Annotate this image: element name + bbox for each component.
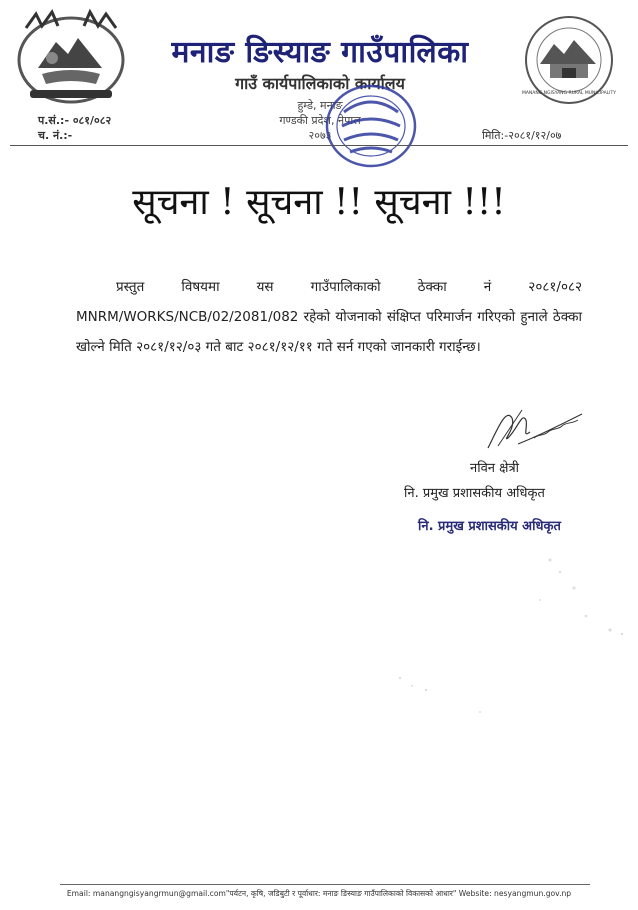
scan-smudge [360,540,638,720]
notice-title: सूचना ! सूचना !! सूचना !!! [132,182,506,223]
address-line-3: २०७३ [308,129,332,142]
municipality-logo-icon [514,14,624,106]
footer-contact: Email: manangngisyangrmun@gmail.com"पर्यटन, कृषि, जडिबुटी र पूर्वाधार: मनाङ ङिस्याङ गाउँपालिकाको विकासको आधार" Website: nesyangmun.gov.np [66,889,572,898]
dispatch-number: च. नं.:- [38,129,73,142]
address-line-2: गण्डकी प्रदेश, नेपाल [279,114,361,127]
svg-text:MANANG NGISYANG RURAL MUNICIPA: MANANG NGISYANG RURAL MUNICIPALITY [521,91,617,96]
signatory-name: नविन क्षेत्री [470,461,520,476]
office-name: गाउँ कार्यपालिकाको कार्यालय [235,74,405,93]
handwritten-signature-icon [478,398,590,458]
nepal-emblem-icon [12,8,130,108]
signatory-stamp: नि. प्रमुख प्रशासकीय अधिकृत [418,519,561,534]
reference-number: प.सं.:- ०८१/०८२ [38,114,112,127]
letter-date: मिति:-२०८१/१२/०७ [482,129,562,142]
notice-body-text: प्रस्तुत विषयमा यस गाउँपालिकाको ठेक्का नं २०८१/०८२ MNRM/WORKS/NCB/02/2081/082 रहेको योजनाको संक्षिप्त परिमार्जन गरिएको हुनाले ठेक्का खोल्ने मिति २०८१/१२/०३ गते बाट २०८१/१२/११ गते सर्न गएको जानकारी गराईन्छ। [76,279,582,355]
notice-body [76,272,582,362]
signatory-title: नि. प्रमुख प्रशासकीय अधिकृत [404,486,545,501]
office-seal-icon [322,82,420,172]
footer-divider [60,884,590,885]
municipality-name: मनाङ ङिस्याङ गाउँपालिका [171,35,469,70]
address-line-1: हुम्डे, मनाङ [297,99,343,112]
header-divider [10,145,628,146]
